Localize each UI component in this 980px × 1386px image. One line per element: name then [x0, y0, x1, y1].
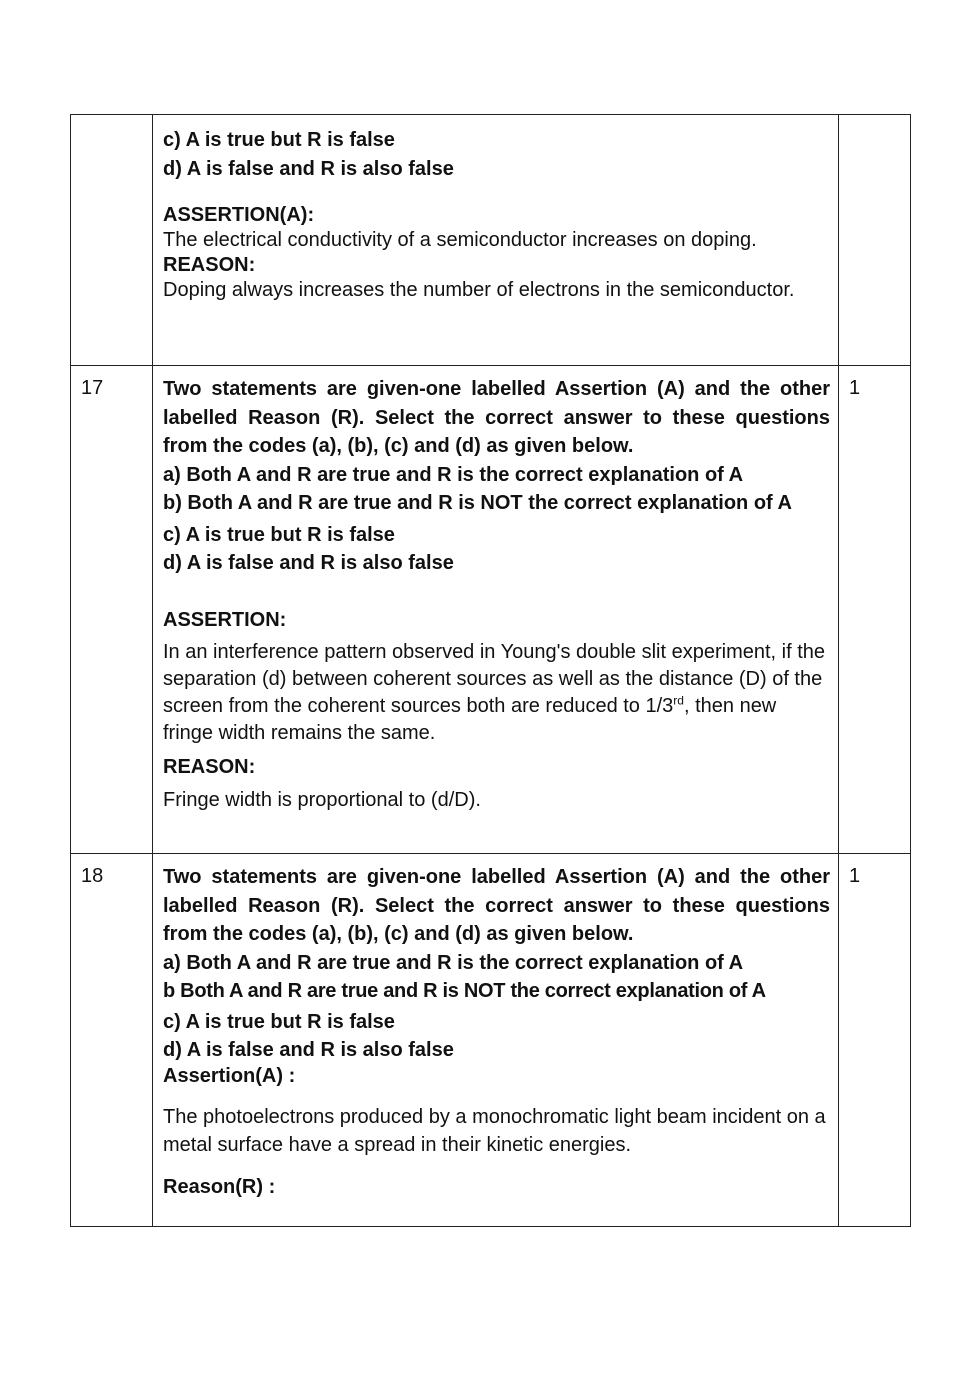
assertion-text: The photoelectrons produced by a monochromatic light beam incident on a metal surface have a spread in their kinetic energies. [163, 1105, 826, 1156]
assertion-text: The electrical conductivity of a semiconductor increases on doping. [163, 229, 757, 251]
assertion-label: ASSERTION: [163, 608, 287, 631]
marks-cell [839, 115, 911, 366]
option-a: a) Both A and R are true and R is the correct explanation of A [163, 463, 744, 486]
option-b: b) Both A and R are true and R is NOT the correct explanation of A [163, 492, 792, 514]
question-row-17 [71, 366, 911, 854]
question-number-cell: 17 [71, 366, 153, 854]
assertion-label: ASSERTION(A): [163, 204, 315, 226]
question-body-cell [153, 854, 839, 1227]
option-d: d) A is false and R is also false [163, 1039, 454, 1061]
assertion-text: In an interference pattern observed in Young's double slit experiment, if the separation (d) between coherent sources as well as the distance (D) of the screen from the coherent sources both are reduced to 1/3rd, then new fringe width remains the same. [163, 640, 826, 744]
question-number-cell: 18 [71, 854, 153, 1227]
reason-label: REASON: [163, 755, 256, 778]
question-body-cell [153, 115, 839, 366]
instruction-text: Two statements are given-one labelled Assertion (A) and the other labelled Reason (R). Select the correct answer to these questions from the codes (a), (b), (c) and (d) as given below. [163, 866, 830, 945]
question-body-cell [153, 366, 839, 854]
option-d: d) A is false and R is also false [163, 157, 454, 180]
reason-label: REASON: [163, 254, 256, 276]
option-a: a) Both A and R are true and R is the correct explanation of A [163, 951, 744, 974]
option-c: c) A is true but R is false [163, 1010, 395, 1033]
option-d: d) A is false and R is also false [163, 552, 454, 574]
reason-label: Reason(R) : [163, 1175, 276, 1198]
assertion-label: Assertion(A) : [163, 1064, 296, 1087]
option-c: c) A is true but R is false [163, 129, 395, 151]
marks-cell: 1 [839, 854, 911, 1227]
question-row-16-continued [71, 115, 911, 366]
question-table [70, 114, 911, 1227]
reason-text: Doping always increases the number of electrons in the semiconductor. [163, 279, 795, 301]
question-row-18 [71, 854, 911, 1227]
option-c: c) A is true but R is false [163, 523, 395, 546]
question-number-cell [71, 115, 153, 366]
marks-cell: 1 [839, 366, 911, 854]
instruction-text: Two statements are given-one labelled Assertion (A) and the other labelled Reason (R). Select the correct answer to these questions from the codes (a), (b), (c) and (d) as given below. [163, 378, 830, 457]
reason-text: Fringe width is proportional to (d/D). [163, 788, 481, 811]
option-b: b Both A and R are true and R is NOT the correct explanation of A [163, 980, 766, 1002]
